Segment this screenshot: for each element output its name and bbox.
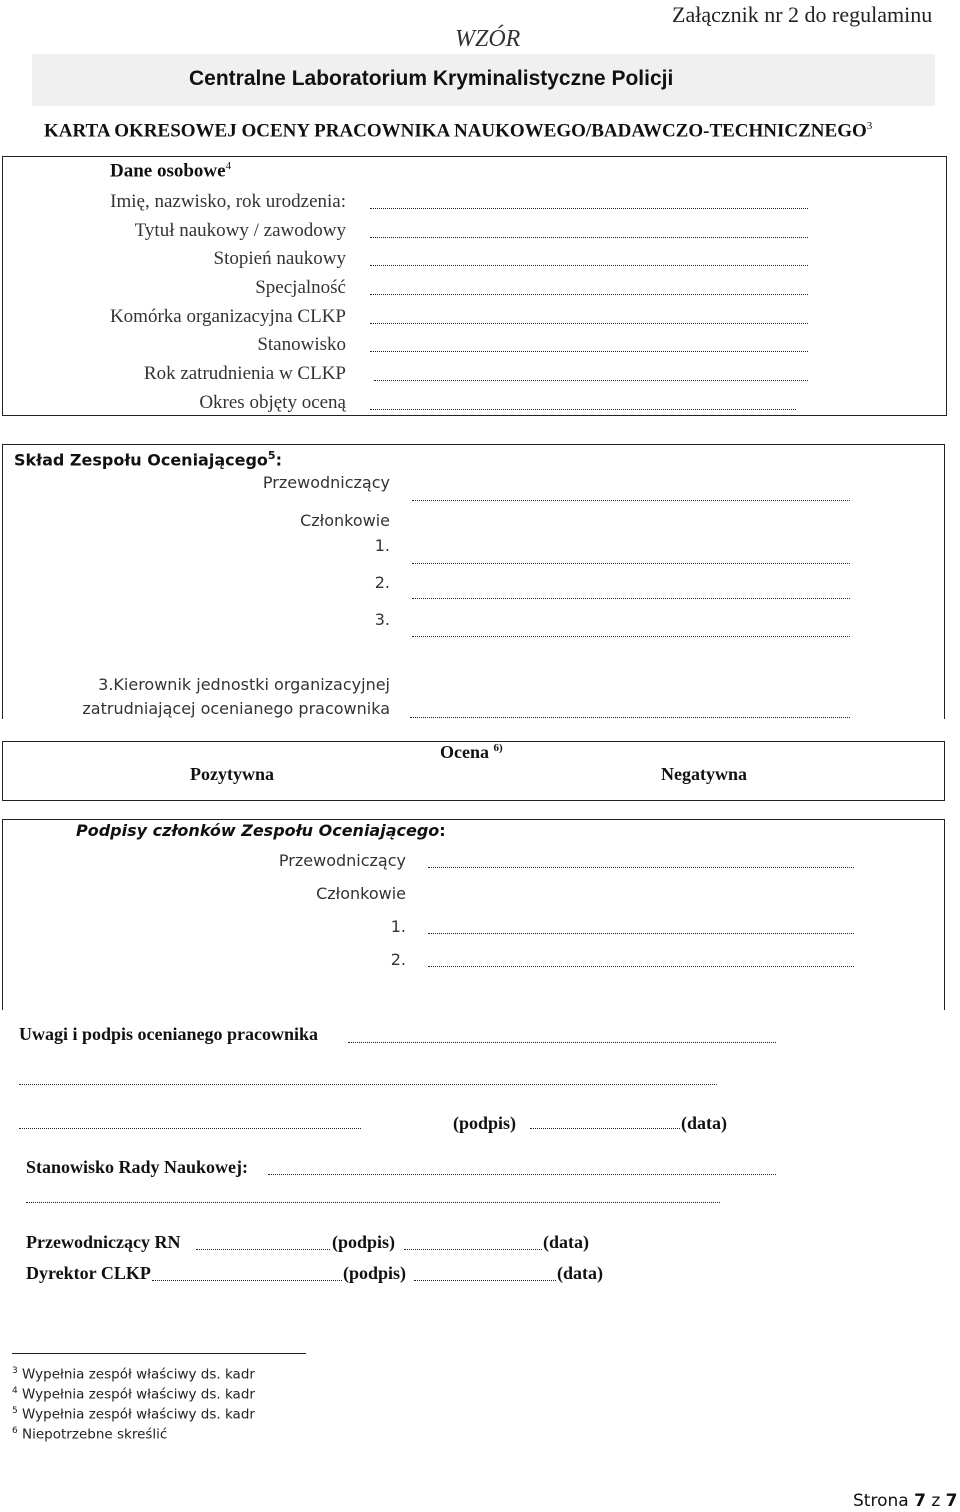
director-date-input[interactable] <box>414 1280 556 1281</box>
team-member-1-input[interactable] <box>412 563 850 564</box>
signatures-member-2-input[interactable] <box>428 966 854 967</box>
signatures-member-1-input[interactable] <box>428 933 854 934</box>
team-manager-input[interactable] <box>410 717 850 718</box>
field-specialty: Specjalność <box>255 277 346 298</box>
field-specialty-input[interactable] <box>370 294 808 295</box>
field-name-birth-input[interactable] <box>370 208 808 209</box>
footnote-5: $^5$ Wypełnia zespół właściwy ds. kadr <box>12 1406 255 1423</box>
field-position: Stanowisko <box>257 334 346 355</box>
field-position-input[interactable] <box>370 351 808 352</box>
footnote-3: $^3$ Wypełnia zespół właściwy ds. kadr <box>12 1366 255 1383</box>
field-unit-input[interactable] <box>370 323 808 324</box>
field-title-input[interactable] <box>370 237 808 238</box>
attachment-label: Załącznik nr 2 do regulaminu <box>672 2 933 27</box>
team-member-1-number: 1. <box>374 536 390 555</box>
remarks-signature-input[interactable] <box>530 1128 680 1129</box>
footnote-4: $^4$ Wypełnia zespół właściwy ds. kadr <box>12 1386 255 1403</box>
signatures-member-2-number: 2. <box>390 950 406 969</box>
institution-name: Centralne Laboratorium Kryminalistyczne Policji <box>189 67 674 90</box>
signatures-heading: Podpisy członków Zespołu Oceniającego: <box>76 821 446 840</box>
field-period: Okres objęty oceną <box>199 392 346 413</box>
director-label: Dyrektor CLKP <box>26 1263 151 1283</box>
page-title: KARTA OKRESOWEJ OCENY PRACOWNIKA NAUKOWEGO/BADAWCZO-TECHNICZNEGO$^3$ <box>44 120 873 142</box>
remarks-input-line3[interactable] <box>19 1128 361 1129</box>
field-unit: Komórka organizacyjna CLKP <box>109 306 346 327</box>
council-chair-signature-label: (podpis) <box>332 1232 396 1252</box>
team-chair-input[interactable] <box>412 500 850 501</box>
wzor-label: WZÓR <box>455 26 521 52</box>
team-member-3-number: 3. <box>374 610 390 629</box>
page-number: Strona 7 z 7 <box>853 1491 958 1511</box>
remarks-date-label: (data) <box>681 1113 727 1133</box>
council-chair-signature-input[interactable] <box>196 1249 330 1250</box>
footnote-6: $^6$ Niepotrzebne skreślić <box>12 1426 168 1443</box>
team-members-label: Członkowie <box>300 511 390 530</box>
team-manager-label-line2: zatrudniającej ocenianego pracownika <box>82 699 390 718</box>
signatures-chair-label: Przewodniczący <box>278 851 406 870</box>
remarks-label: Uwagi i podpis ocenianego pracownika <box>19 1024 319 1044</box>
field-degree: Stopień naukowy <box>213 248 346 269</box>
signatures-box <box>2 819 945 1010</box>
team-chair-label: Przewodniczący <box>262 473 390 492</box>
team-heading: Skład Zespołu Oceniającego$^5$: <box>14 449 282 470</box>
director-signature-input[interactable] <box>152 1280 342 1281</box>
rating-positive-option[interactable]: Pozytywna <box>190 764 274 784</box>
council-chair-date-input[interactable] <box>404 1249 542 1250</box>
team-member-3-input[interactable] <box>412 636 850 637</box>
field-name-birth: Imię, nazwisko, rok urodzenia: <box>110 191 346 212</box>
team-member-2-number: 2. <box>374 573 390 592</box>
council-label: Stanowisko Rady Naukowej: <box>26 1157 249 1177</box>
footnote-separator <box>12 1353 306 1354</box>
team-manager-label-line1: 3.Kierownik jednostki organizacyjnej <box>98 675 390 694</box>
personal-data-heading: Dane osobowe$^4$ <box>110 160 232 182</box>
field-period-input[interactable] <box>370 409 796 410</box>
remarks-signature-label: (podpis) <box>453 1113 517 1133</box>
rating-negative-option[interactable]: Negatywna <box>661 764 747 784</box>
remarks-input-line2[interactable] <box>19 1084 717 1085</box>
director-date-label: (data) <box>557 1263 603 1283</box>
signatures-members-label: Członkowie <box>316 884 406 903</box>
signatures-member-1-number: 1. <box>390 917 406 936</box>
team-member-2-input[interactable] <box>412 598 850 599</box>
council-input-line1[interactable] <box>268 1174 776 1175</box>
rating-label: Ocena $^{6)}$ <box>440 742 503 762</box>
council-input-line2[interactable] <box>26 1202 720 1203</box>
council-chair-date-label: (data) <box>543 1232 589 1252</box>
signatures-chair-input[interactable] <box>428 867 854 868</box>
remarks-input-line1[interactable] <box>348 1042 776 1043</box>
field-title: Tytuł naukowy / zawodowy <box>134 220 346 241</box>
field-degree-input[interactable] <box>370 265 808 266</box>
council-chair-label: Przewodniczący RN <box>26 1232 181 1252</box>
field-employment-year-input[interactable] <box>374 380 808 381</box>
field-employment-year: Rok zatrudnienia w CLKP <box>143 363 346 384</box>
director-signature-label: (podpis) <box>343 1263 407 1283</box>
